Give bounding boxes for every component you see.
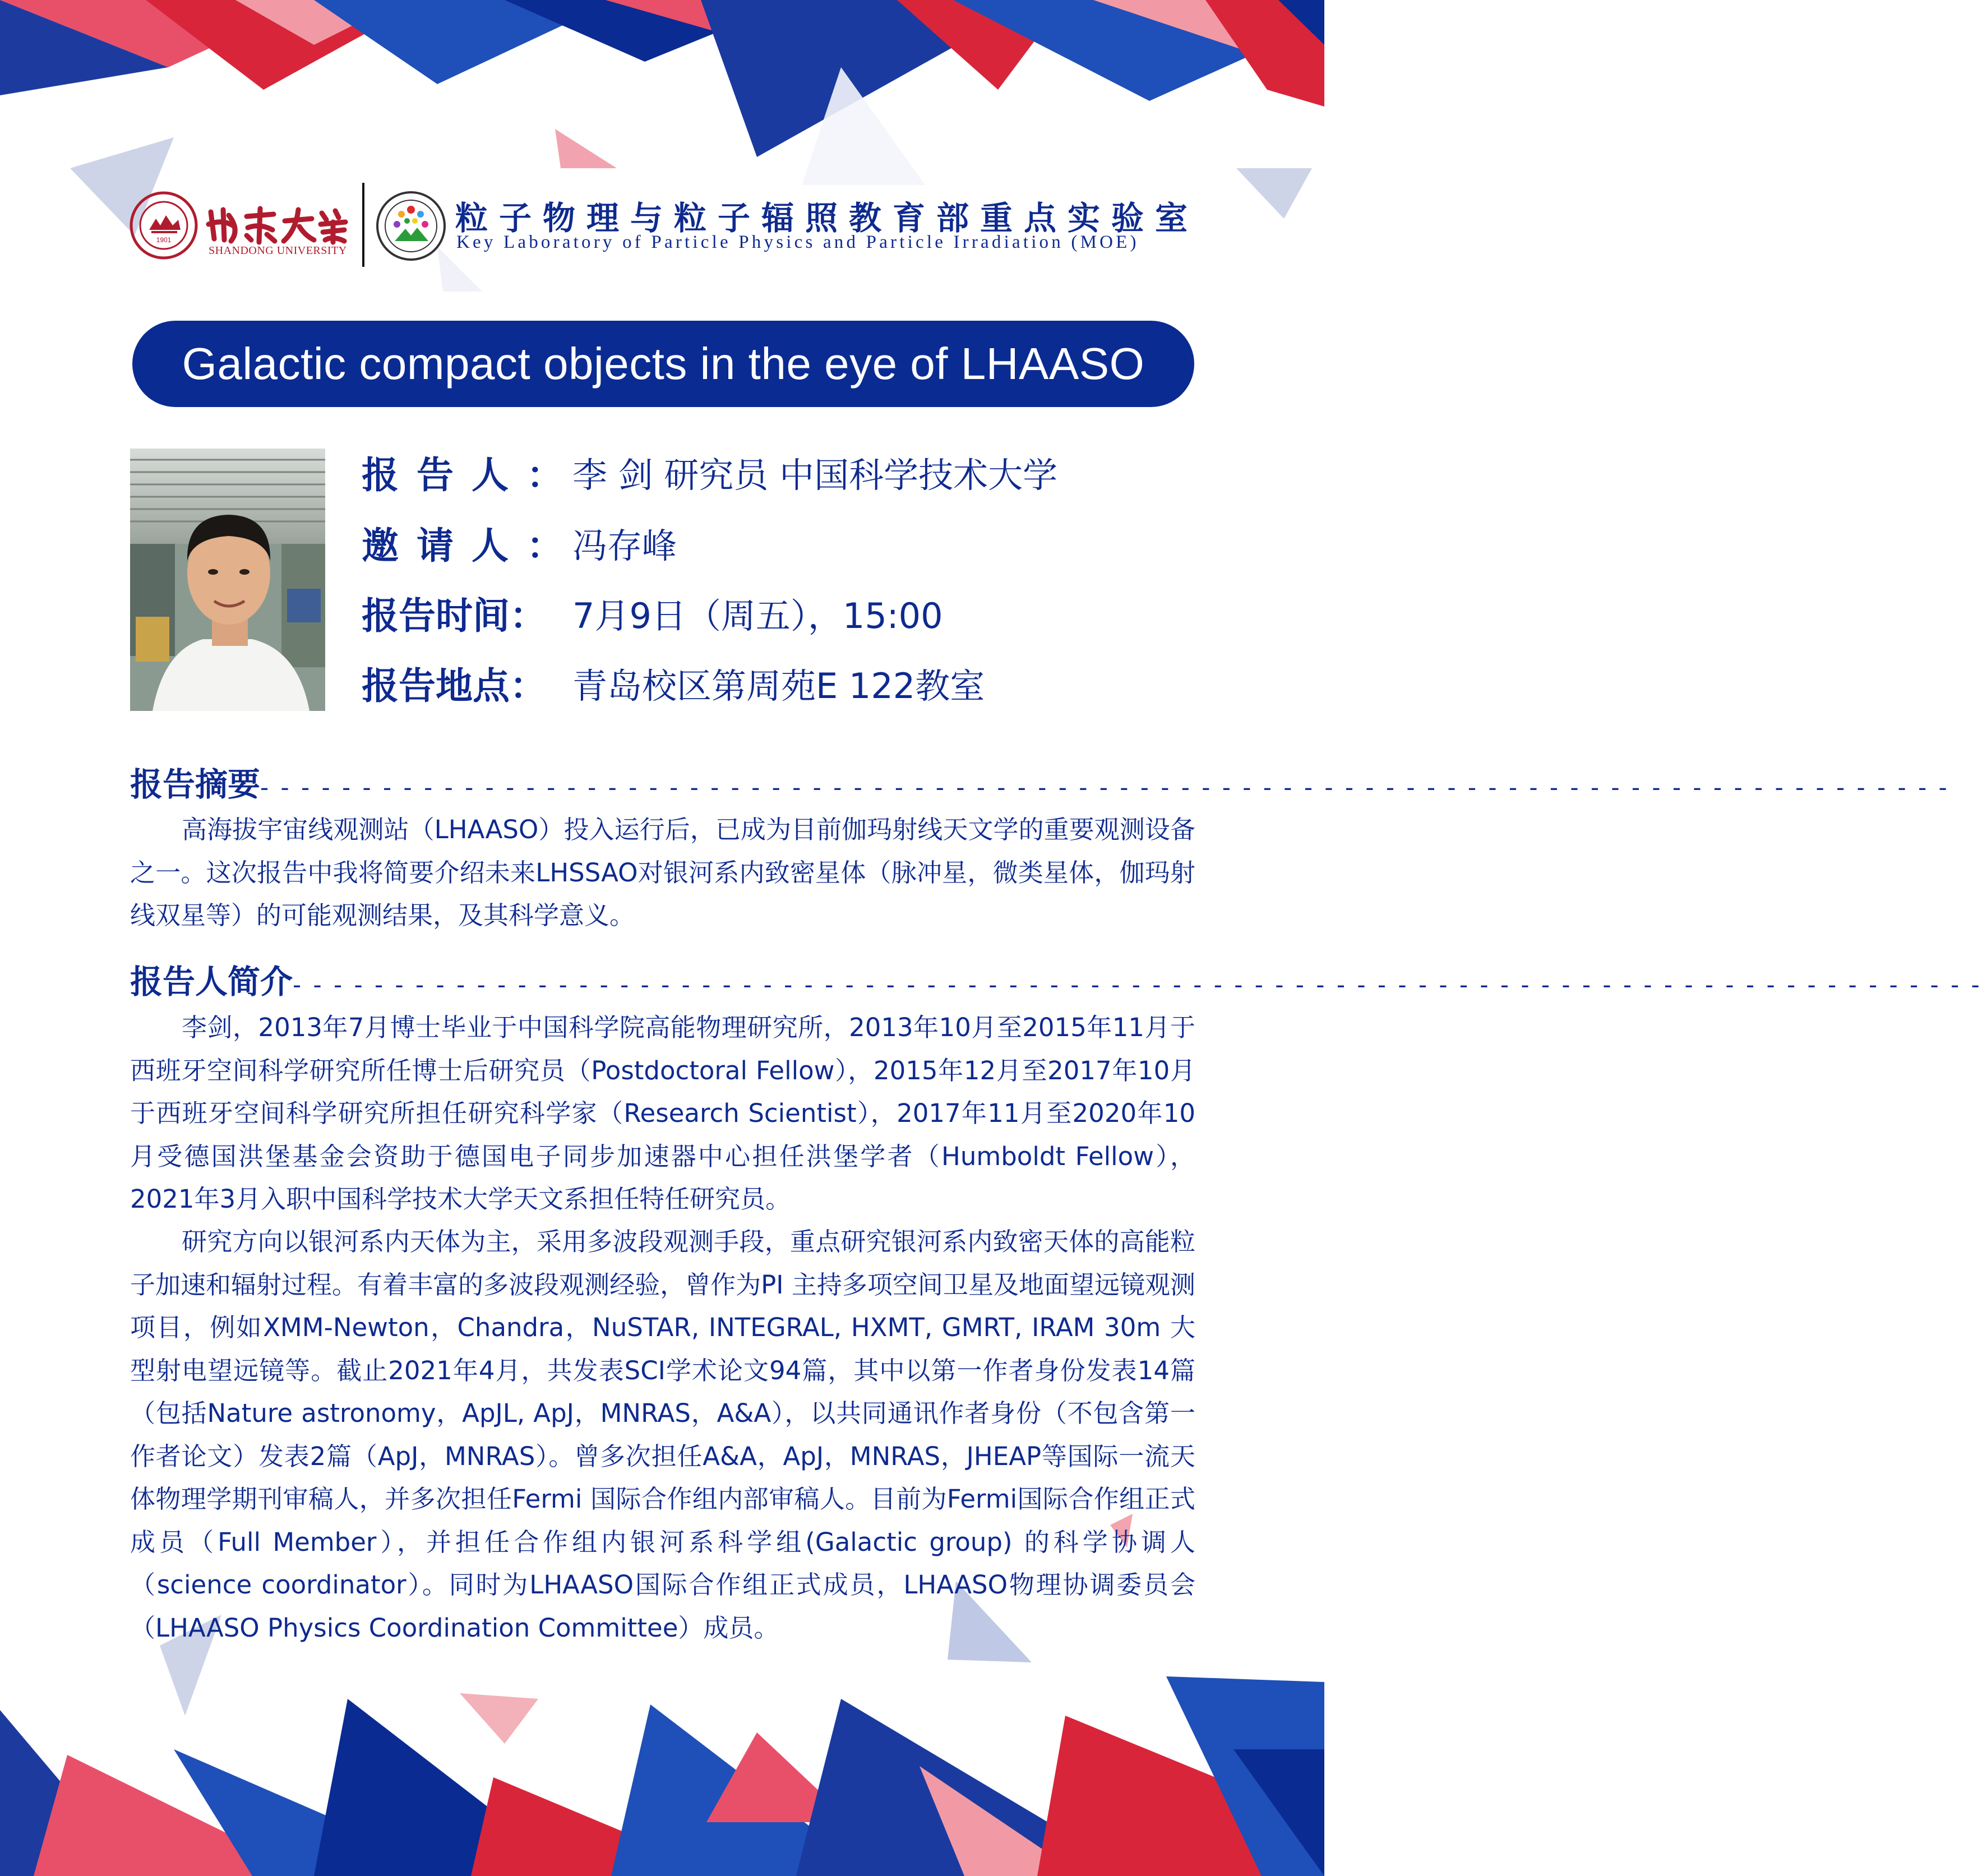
inviter-value: 冯存峰 (572, 525, 677, 566)
time-value: 7月9日（周五），15:00 (572, 595, 943, 636)
bio-paragraph-1: 李剑，2013年7月博士毕业于中国科学院高能物理研究所，2013年10月至2015年11月于西班牙空间科学研究所任博士后研究员（Postdoctoral Fellow），2015年12月至2017年10月于西班牙空间科学研究所担任研究科学家（Research Scientist），2017年11月至2020年10月受德国洪堡基金会资助于德国电子同步加速器中心担任洪堡学者（Humboldt Fellow），2021年3月入职中国科学技术大学天文系担任特任研究员。 (130, 1013, 1195, 1214)
inviter-label: 邀请人： (362, 524, 581, 567)
location-value: 青岛校区第周苑E 122教室 (572, 666, 985, 706)
inviter-row (362, 516, 1191, 572)
bio-heading (130, 955, 1982, 1001)
speaker-row (362, 445, 1191, 501)
speaker-value: 李 剑 研究员 中国科学技术大学 (572, 455, 1058, 496)
bio-heading-text: 报告人简介 (130, 963, 293, 1001)
title-banner (132, 321, 1194, 407)
lab-name-english: Key Laboratory of Particle Physics and Particle Irradiation (MOE) (456, 232, 1139, 252)
abstract-heading (130, 758, 1949, 803)
speaker-photo (130, 449, 325, 711)
shandong-university-wordmark (206, 207, 348, 243)
header-divider (362, 183, 364, 267)
talk-title: Galactic compact objects in the eye of LHAASO (182, 339, 1145, 389)
top-triangles (0, 0, 1324, 157)
lab-name-chinese: 粒子物理与粒子辐照教育部重点实验室 (455, 199, 1199, 237)
abstract-paragraph: 高海拔宇宙线观测站（LHAASO）投入运行后，已成为目前伽玛射线天文学的重要观测设备之一。这次报告中我将简要介绍未来LHSSAO对银河系内致密星体（脉冲星，微类星体，伽玛射线双星等）的可能观测结果，及其科学意义。 (130, 815, 1195, 930)
heading-dashes: - - - - - - - - - - - - - - - - - - - - - - - - - - - - - - - - - - - - - - - - - - - - - - - - - - - - - - - - - - - - - - - - - - - - - - - - - - - - - - - - - - - (293, 971, 1982, 999)
abstract-heading-text: 报告摘要 (130, 765, 261, 803)
location-label: 报告地点： (362, 664, 547, 708)
bottom-triangles (0, 1676, 1324, 1876)
svg-text:1901: 1901 (156, 236, 172, 244)
heading-dashes: - - - - - - - - - - - - - - - - - - - - - - - - - - - - - - - - - - - - - - - - - - - - - - - - - - - - - - - - - - - - - - - - - - - - - - - - - - - - - - - - - - - (260, 774, 1949, 801)
university-english-name: SHANDONG UNIVERSITY (209, 244, 347, 257)
bio-paragraph-2: 研究方向以银河系内天体为主，采用多波段观测手段，重点研究银河系内致密天体的高能粒子加速和辐射过程。有着丰富的多波段观测经验，曾作为PI 主持多项空间卫星及地面望远镜观测项目，例如XMM-Newton，Chandra，NuSTAR, INTEGRAL, HXMT, GMRT, IRAM 30m 大型射电望远镜等。截止2021年4月，共发表SCI学术论文94篇，其中以第一作者身份发表14篇（包括Nature astronomy，ApJL, ApJ，MNRAS，A&A），以共同通讯作者身份（不包含第一作者论文）发表2篇（ApJ，MNRAS）。曾多次担任A&A，ApJ，MNRAS，JHEAP等国际一流天体物理学期刊审稿人，并多次担任Fermi 国际合作组内部审稿人。目前为Fermi国际合作组正式成员（Full Member），并担任合作组内银河系科学组(Galactic group) 的科学协调人（science coordinator）。同时为LHAASO国际合作组正式成员，LHAASO物理协调委员会（LHAASO Physics Coordination Committee）成员。 (130, 1227, 1195, 1643)
speaker-label: 报告人： (362, 454, 581, 497)
key-lab-logo-icon (375, 190, 447, 262)
time-label: 报告时间： (362, 594, 547, 637)
time-row (362, 586, 1191, 642)
shandong-university-seal-icon (129, 191, 198, 260)
location-row (362, 656, 1191, 712)
